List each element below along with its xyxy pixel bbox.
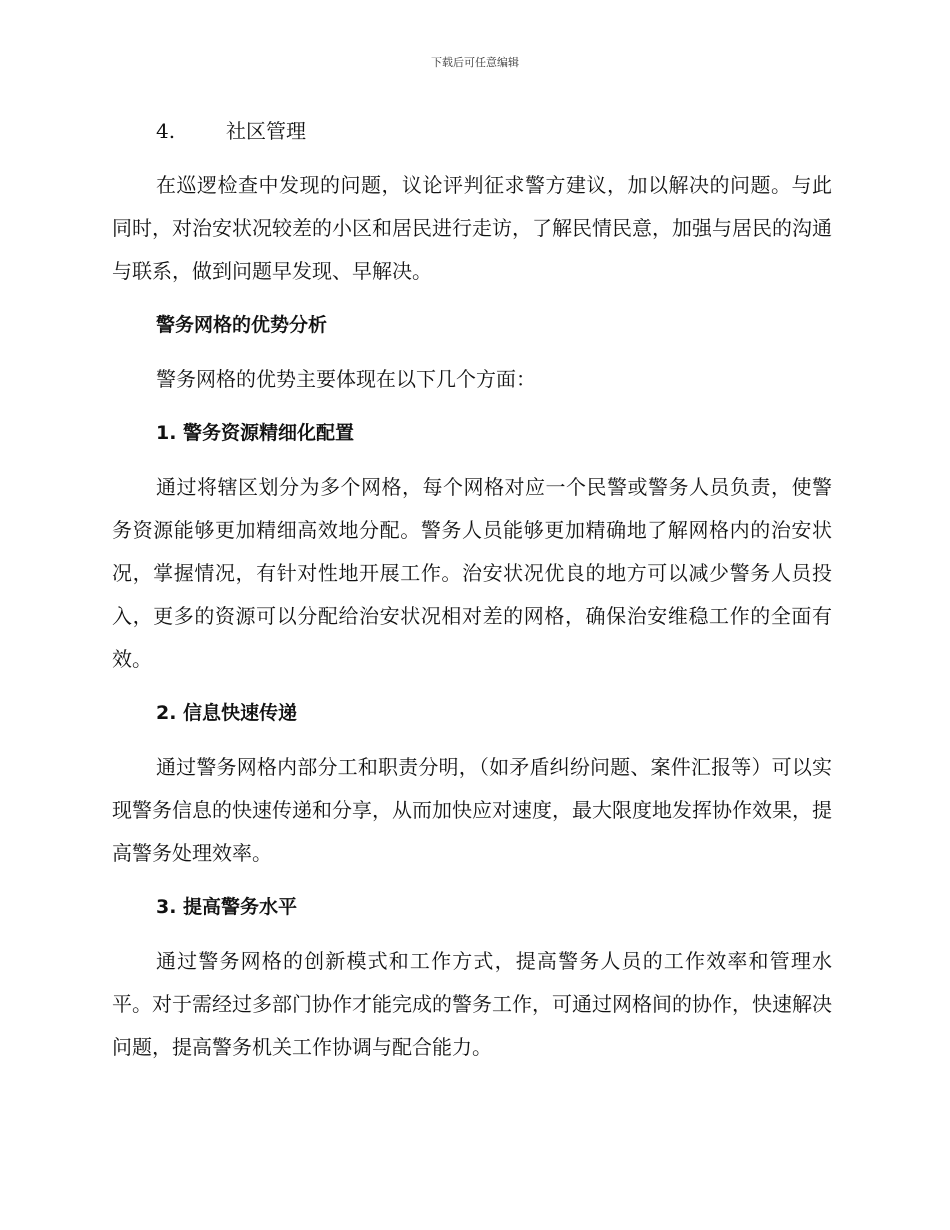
page-header: 下载后可任意编辑 xyxy=(431,56,519,69)
item-1-heading: 1. 警务资源精细化配置 xyxy=(156,422,355,444)
section-4-number: 4. xyxy=(156,119,176,143)
section-4-title: 社区管理 xyxy=(226,119,306,143)
advantages-intro: 警务网格的优势主要体现在以下几个方面： xyxy=(156,367,536,391)
section-4-paragraph: 在巡逻检查中发现的问题，议论评判征求警方建议，加以解决的问题。与此同时，对治安状况较差的小区和居民进行走访，了解民情民意，加强与居民的沟通与联系，做到问题早发现、早解决。 xyxy=(112,173,832,283)
item-3-heading: 3. 提高警务水平 xyxy=(156,896,298,918)
advantages-heading: 警务网格的优势分析 xyxy=(156,314,328,336)
item-1-paragraph: 通过将辖区划分为多个网格，每个网格对应一个民警或警务人员负责，使警务资源能够更加精细高效地分配。警务人员能够更加精确地了解网格内的治安状况，掌握情况，有针对性地开展工作。治安状况优良的地方可以减少警务人员投入，更多的资源可以分配给治安状况相对差的网格，确保治安维稳工作的全面有效。 xyxy=(112,475,832,671)
item-2-heading: 2. 信息快速传递 xyxy=(156,702,298,724)
document-body xyxy=(112,110,832,1080)
section-4-heading xyxy=(156,110,832,153)
item-2-paragraph: 通过警务网格内部分工和职责分明，（如矛盾纠纷问题、案件汇报等）可以实现警务信息的快速传递和分享，从而加快应对速度，最大限度地发挥协作效果，提高警务处理效率。 xyxy=(112,755,832,865)
item-3-paragraph: 通过警务网格的创新模式和工作方式，提高警务人员的工作效率和管理水平。对于需经过多部门协作才能完成的警务工作，可通过网格间的协作，快速解决问题，提高警务机关工作协调与配合能力。 xyxy=(112,949,832,1059)
